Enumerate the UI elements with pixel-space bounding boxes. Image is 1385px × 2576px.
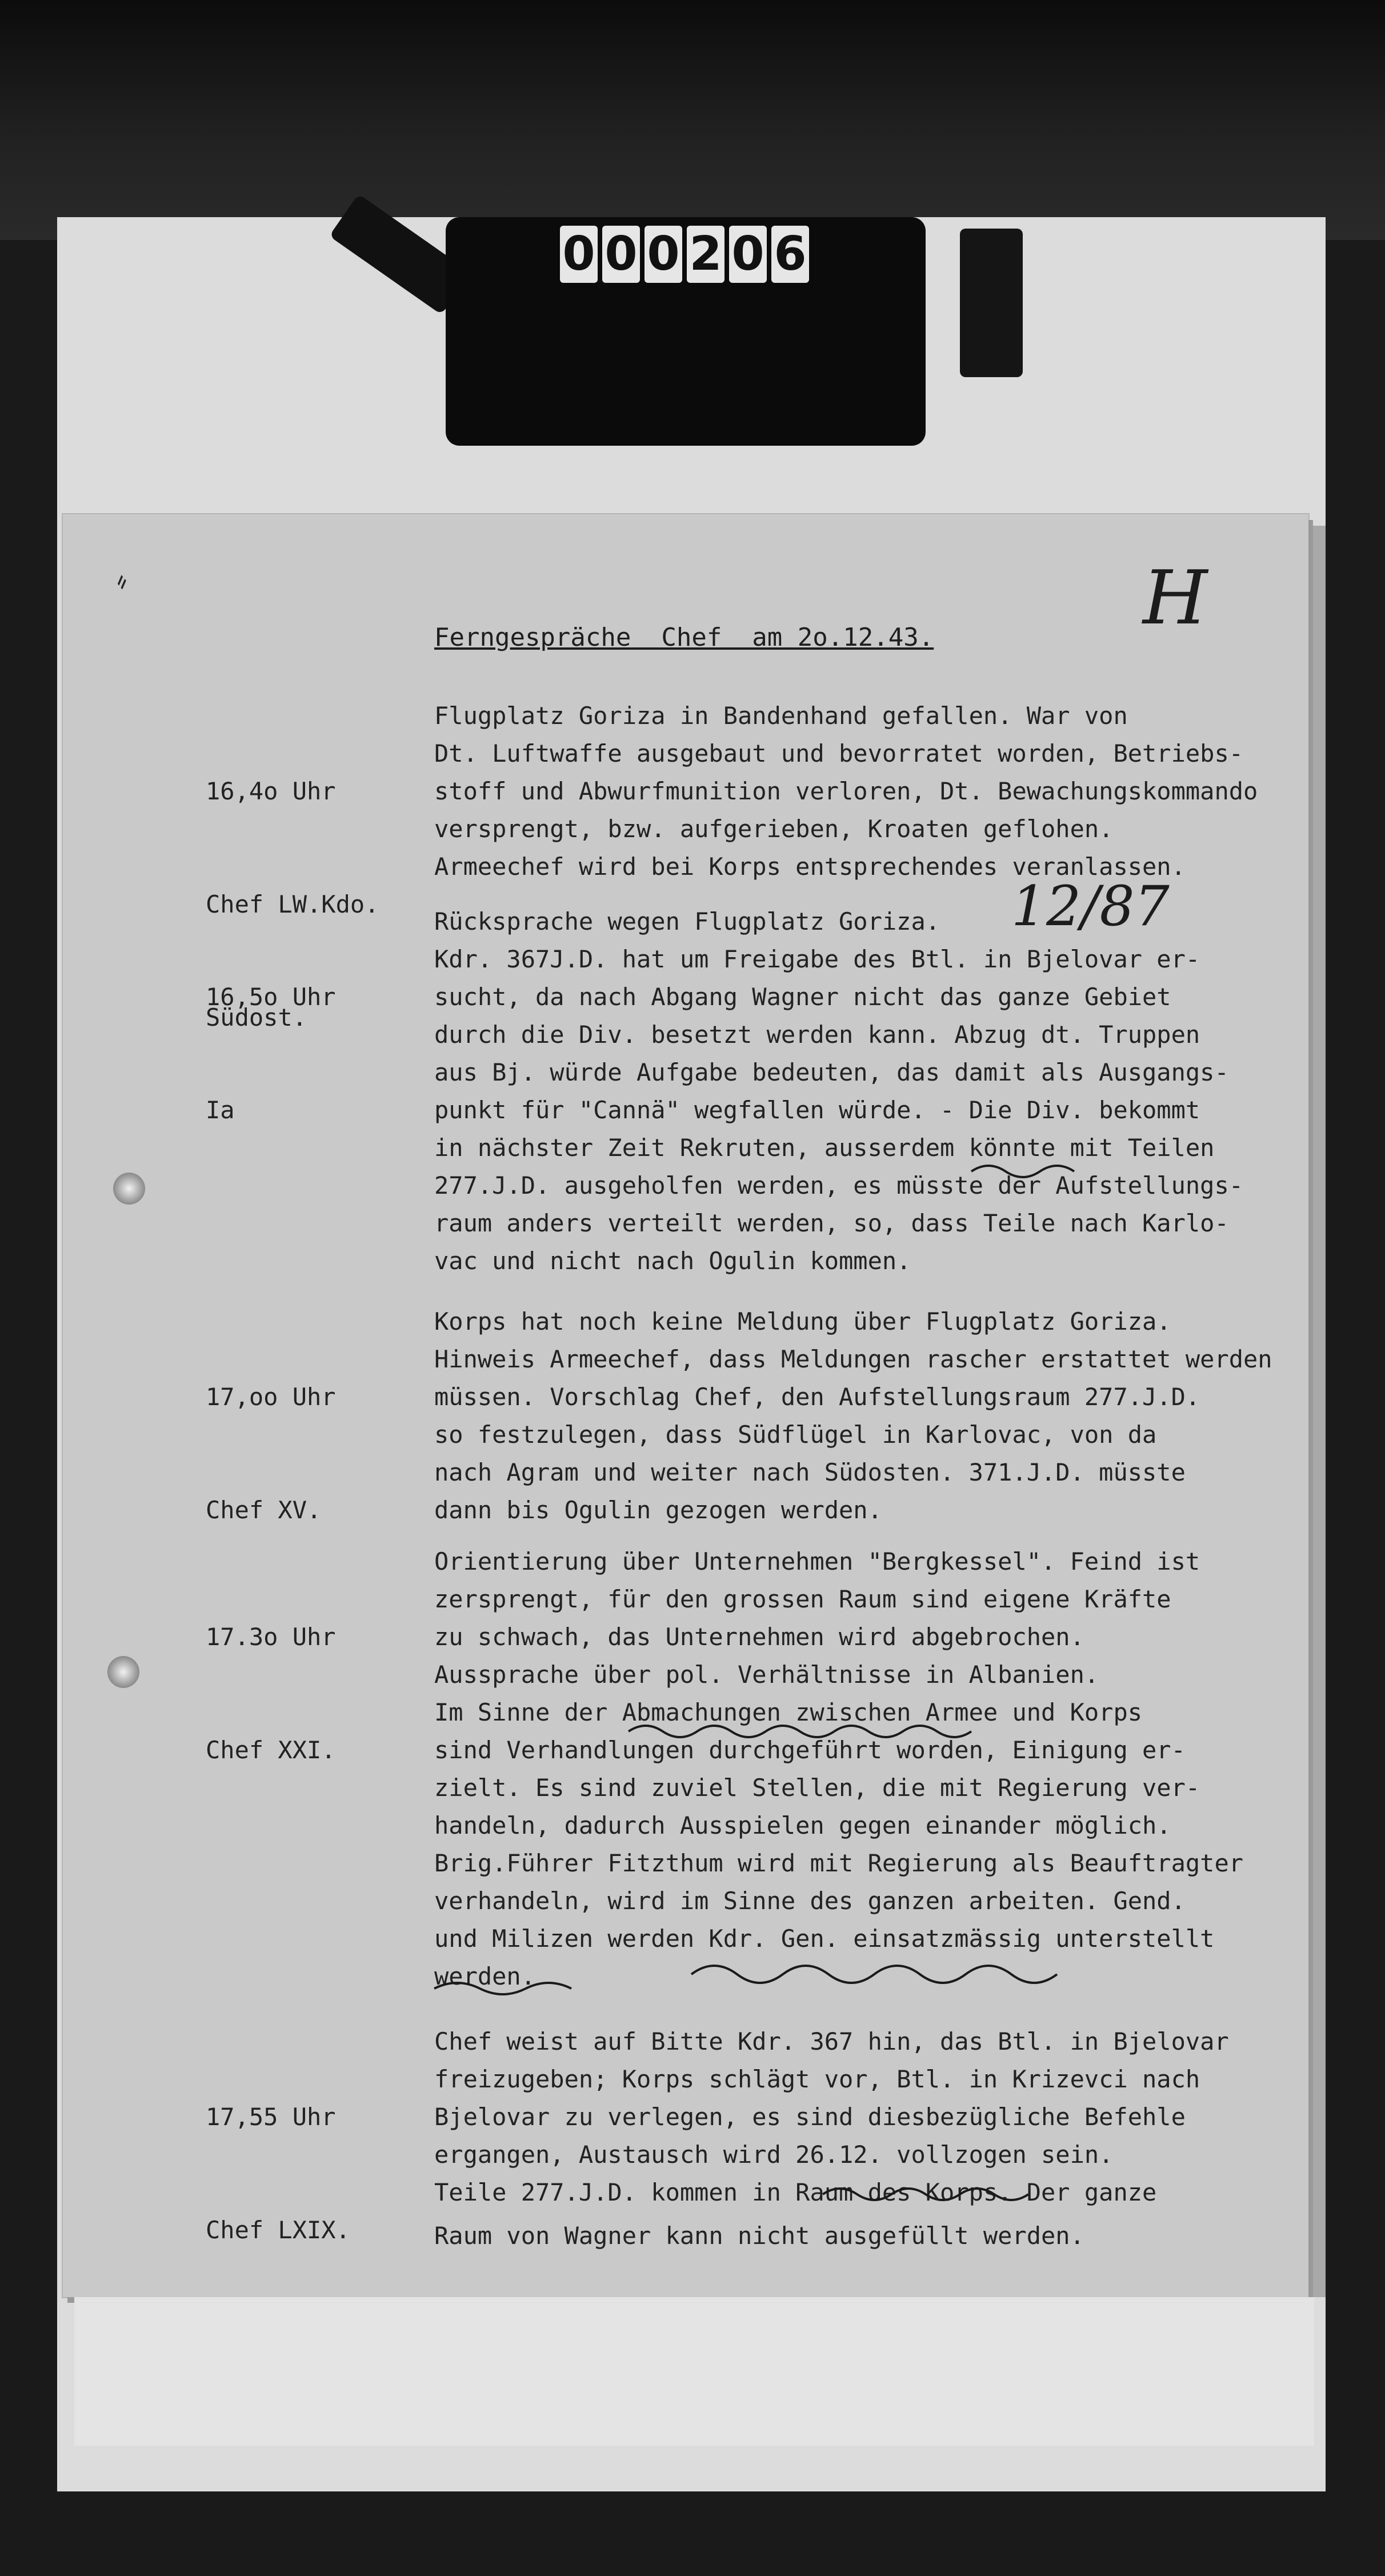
text-line: Im Sinne der Abmachungen zwischen Armee und Korps bbox=[434, 1698, 1143, 1726]
entry-time: 16,5o Uhr bbox=[206, 983, 336, 1011]
entry-caller: Chef XV. bbox=[206, 1496, 322, 1524]
text-line: stoff und Abwurfmunition verloren, Dt. Bewachungskommando bbox=[434, 777, 1258, 805]
frame-counter-digit: 0 bbox=[560, 226, 598, 283]
entry-time: 17,55 Uhr bbox=[206, 2103, 336, 2131]
text-line: aus Bj. würde Aufgabe bedeuten, das damit als Ausgangs- bbox=[434, 1058, 1229, 1086]
frame-counter-digit: 0 bbox=[645, 226, 682, 283]
text-line: sucht, da nach Abgang Wagner nicht das ganze Gebiet bbox=[434, 983, 1171, 1011]
text-line: handeln, dadurch Ausspielen gegen einander möglich. bbox=[434, 1811, 1171, 1839]
text-line: freizugeben; Korps schlägt vor, Btl. in Krizevci nach bbox=[434, 2065, 1200, 2093]
text-line: müssen. Vorschlag Chef, den Aufstellungsraum 277.J.D. bbox=[434, 1383, 1200, 1411]
text-line: durch die Div. besetzt werden kann. Abzug dt. Truppen bbox=[434, 1021, 1200, 1049]
text-line: nach Agram und weiter nach Südosten. 371.J.D. müsste bbox=[434, 1458, 1186, 1486]
text-line: Korps hat noch keine Meldung über Flugplatz Goriza. bbox=[434, 1307, 1171, 1335]
text-line: verhandeln, wird im Sinne des ganzen arbeiten. Gend. bbox=[434, 1887, 1186, 1915]
entry-caller: Chef LXIX. bbox=[206, 2216, 350, 2244]
entry-time: 16,4o Uhr bbox=[206, 777, 336, 805]
text-line: punkt für "Cannä" wegfallen würde. - Die Div. bekommt bbox=[434, 1096, 1200, 1124]
text-line: raum anders verteilt werden, so, dass Teile nach Karlo- bbox=[434, 1209, 1229, 1237]
entry-caller: Chef LW.Kdo. bbox=[206, 890, 379, 918]
text-line: Dt. Luftwaffe ausgebaut und bevorratet worden, Betriebs- bbox=[434, 739, 1244, 767]
text-line: versprengt, bzw. aufgerieben, Kroaten geflohen. bbox=[434, 815, 1114, 843]
pencil-mark: ⸗ bbox=[102, 561, 138, 599]
annotation-scribble bbox=[971, 1166, 1074, 1177]
frame-counter-digit: 0 bbox=[729, 226, 767, 283]
document-title: Ferngespräche Chef am 2o.12.43. bbox=[434, 623, 934, 652]
text-line: Brig.Führer Fitzthum wird mit Regierung als Beauftragter bbox=[434, 1849, 1244, 1877]
entry-caller: Chef XXI. bbox=[206, 1736, 336, 1764]
text-line: Aussprache über pol. Verhältnisse in Albanien. bbox=[434, 1661, 1099, 1689]
text-line: so festzulegen, dass Südflügel in Karlovac, von da bbox=[434, 1421, 1157, 1449]
text-line: werden. bbox=[434, 1962, 536, 1990]
frame-counter-digit: 6 bbox=[771, 226, 809, 283]
text-line: Teile 277.J.D. kommen in Raum des Korps. Der ganze bbox=[434, 2178, 1157, 2206]
handwritten-header-mark: H bbox=[1143, 554, 1208, 641]
text-line: in nächster Zeit Rekruten, ausserdem könnte mit Teilen bbox=[434, 1134, 1215, 1162]
text-line: zielt. Es sind zuviel Stellen, die mit Regierung ver- bbox=[434, 1774, 1200, 1802]
text-line: Orientierung über Unternehmen "Bergkessel". Feind ist bbox=[434, 1547, 1200, 1575]
text-line: vac und nicht nach Ogulin kommen. bbox=[434, 1247, 911, 1275]
text-line: zersprengt, für den grossen Raum sind eigene Kräfte bbox=[434, 1585, 1171, 1613]
entry-time: 17,oo Uhr bbox=[206, 1383, 336, 1411]
entry-caller: Südost. bbox=[206, 1003, 307, 1031]
text-line: Bjelovar zu verlegen, es sind diesbezügliche Befehle bbox=[434, 2103, 1186, 2131]
text-line: ergangen, Austausch wird 26.12. vollzogen sein. bbox=[434, 2141, 1114, 2169]
text-line: sind Verhandlungen durchgeführt worden, Einigung er- bbox=[434, 1736, 1186, 1764]
text-line: 277.J.D. ausgeholfen werden, es müsste der Aufstellungs- bbox=[434, 1171, 1244, 1199]
handwritten-number: 12/87 bbox=[1011, 874, 1170, 938]
annotation-scribble bbox=[434, 1983, 571, 1994]
text-line: Rücksprache wegen Flugplatz Goriza. bbox=[434, 907, 940, 935]
annotation-scribble bbox=[823, 2189, 1028, 2200]
text-line: und Milizen werden Kdr. Gen. einsatzmässig unterstellt bbox=[434, 1925, 1215, 1953]
annotation-scribble bbox=[691, 1966, 1057, 1983]
text-line: zu schwach, das Unternehmen wird abgebrochen. bbox=[434, 1623, 1084, 1651]
text-line: Kdr. 367J.D. hat um Freigabe des Btl. in Bjelovar er- bbox=[434, 945, 1200, 973]
entry-caller: Ia bbox=[206, 1096, 235, 1124]
frame-counter-digit: 2 bbox=[687, 226, 724, 283]
annotation-scribble bbox=[629, 1726, 971, 1737]
text-line: Hinweis Armeechef, dass Meldungen rascher erstattet werden bbox=[434, 1345, 1272, 1373]
text-line: Armeechef wird bei Korps entsprechendes veranlassen. bbox=[434, 853, 1186, 881]
text-line: Chef weist auf Bitte Kdr. 367 hin, das Btl. in Bjelovar bbox=[434, 2027, 1229, 2055]
text-line: Flugplatz Goriza in Bandenhand gefallen. War von bbox=[434, 702, 1128, 730]
entry-time: 17.3o Uhr bbox=[206, 1623, 336, 1651]
text-line: Raum von Wagner kann nicht ausgefüllt werden. bbox=[434, 2222, 1084, 2250]
text-line: dann bis Ogulin gezogen werden. bbox=[434, 1496, 882, 1524]
frame-counter-digit: 0 bbox=[602, 226, 640, 283]
